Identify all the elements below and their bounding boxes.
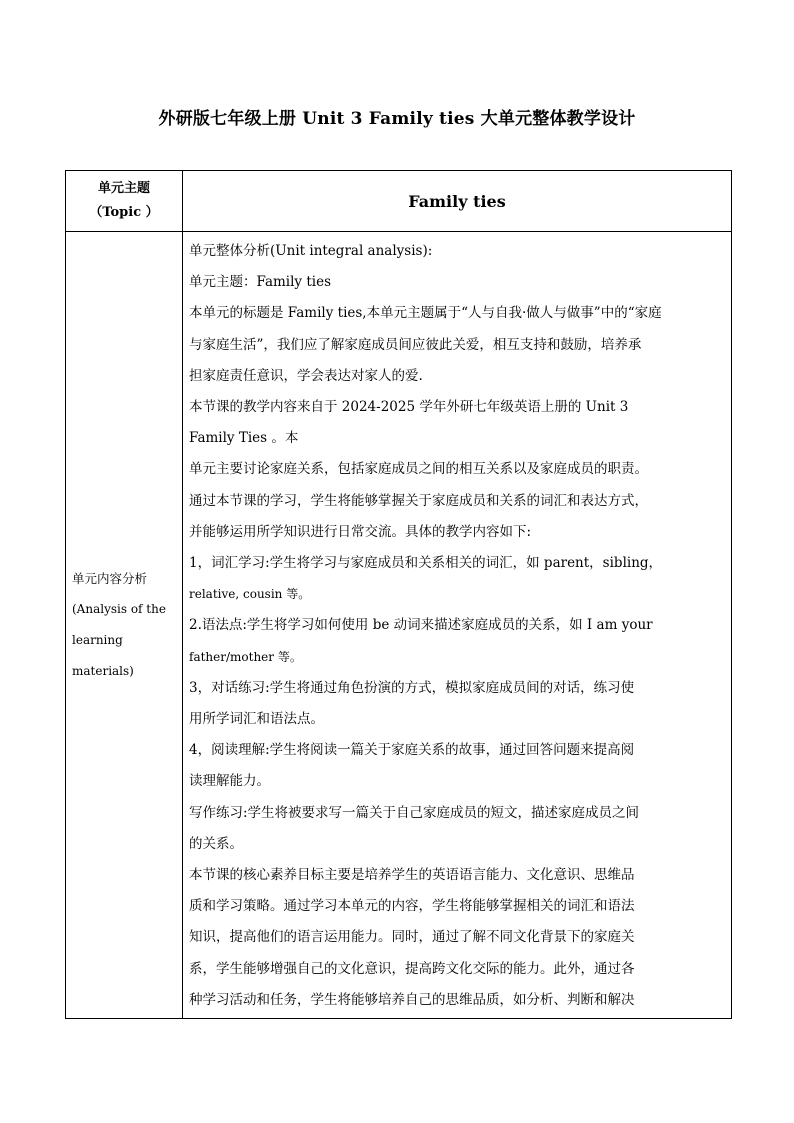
- content-line: 的关系。: [189, 835, 243, 852]
- topic-label-cell: [66, 171, 183, 232]
- content-analysis-label-en-2: learning: [72, 633, 123, 648]
- content-line: 1，词汇学习:学生将学习与家庭成员和关系相关的词汇，如 parent，sibling，: [189, 555, 663, 572]
- topic-value-cell: Family ties: [183, 171, 732, 232]
- content-line: Family Ties 。本: [189, 430, 299, 447]
- content-line: 写作练习:学生将被要求写一篇关于自己家庭成员的短文，描述家庭成员之间: [189, 804, 640, 821]
- content-line: 单元整体分析(Unit integral analysis):: [189, 243, 433, 259]
- content-line: 单元主要讨论家庭关系，包括家庭成员之间的相互关系以及家庭成员的职责。: [189, 461, 648, 478]
- content-line: 担家庭责任意识，学会表达对家人的爱.: [189, 367, 423, 384]
- content-line: 系，学生能够增强自己的文化意识，提高跨文化交际的能力。此外，通过各: [189, 960, 635, 977]
- content-line: father/mother 等。: [189, 649, 302, 664]
- content-analysis-label-cell: [66, 232, 183, 1019]
- content-analysis-row: [66, 232, 732, 1019]
- content-line: 读理解能力。: [189, 773, 270, 790]
- content-line: 4，阅读理解:学生将阅读一篇关于家庭关系的故事，通过回答问题来提高阅: [189, 742, 635, 759]
- content-line: 2.语法点:学生将学习如何使用 be 动词来描述家庭成员的关系，如 I am your: [189, 617, 653, 634]
- content-line: 3，对话练习:学生将通过角色扮演的方式，模拟家庭成员间的对话，练习使: [189, 679, 635, 696]
- topic-label-cn: 单元主题: [97, 181, 150, 196]
- content-line: 本单元的标题是 Family ties,本单元主题属于“人与自我·做人与做事”中的“家庭: [189, 305, 662, 322]
- content-line: 质和学习策略。通过学习本单元的内容，学生将能够掌握相关的词汇和语法: [189, 898, 635, 915]
- document-title: 外研版七年级上册 Unit 3 Family ties 大单元整体教学设计: [158, 109, 636, 129]
- content-line: 本节课的教学内容来自于 2024-2025 学年外研七年级英语上册的 Unit 3: [189, 399, 629, 416]
- content-line: 用所学词汇和语法点。: [189, 711, 324, 728]
- topic-label-en: （Topic ）: [89, 205, 159, 220]
- content-line: 单元主题：Family ties: [189, 274, 332, 291]
- content-analysis-text-cell: [183, 232, 732, 1019]
- content-analysis-label-en-3: materials): [72, 664, 134, 679]
- content-line: relative, cousin 等。: [189, 587, 311, 602]
- content-line: 知识，提高他们的语言运用能力。同时，通过了解不同文化背景下的家庭关: [189, 929, 635, 946]
- content-line: 本节课的核心素养目标主要是培养学生的英语语言能力、文化意识、思维品: [189, 867, 635, 884]
- content-analysis-label-en-1: (Analysis of the: [72, 602, 166, 617]
- content-line: 与家庭生活”，我们应了解家庭成员间应彼此关爱，相互支持和鼓励，培养承: [189, 336, 642, 353]
- content-line: 通过本节课的学习，学生将能够掌握关于家庭成员和关系的词汇和表达方式，: [189, 492, 648, 509]
- content-line: 并能够运用所学知识进行日常交流。具体的教学内容如下:: [189, 523, 532, 540]
- content-analysis-label-cn: 单元内容分析: [72, 571, 148, 587]
- topic-row: [66, 171, 732, 232]
- lesson-design-table: [65, 170, 732, 1019]
- content-line: 种学习活动和任务，学生将能够培养自己的思维品质，如分析、判断和解决: [189, 991, 635, 1008]
